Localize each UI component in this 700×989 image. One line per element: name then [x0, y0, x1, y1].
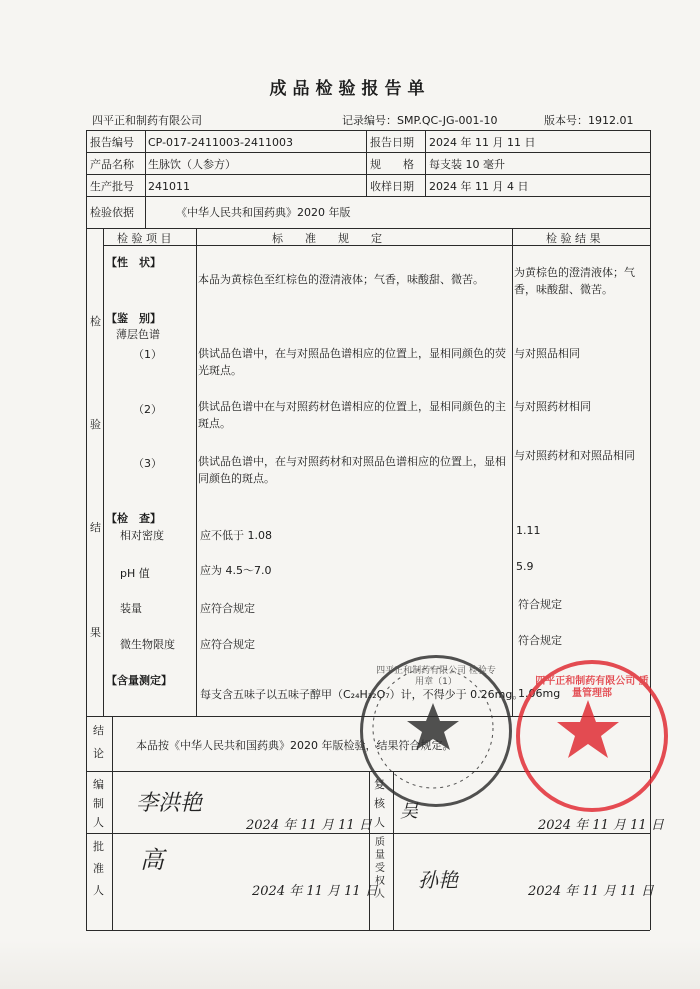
qa-label-1: 质 — [375, 837, 385, 848]
basis-value: 《中华人民共和国药典》2020 年版 — [176, 206, 351, 219]
qa-stamp-text: 四平正和制药有限公司 质量管理部 — [535, 676, 649, 699]
id3-standard: 供试品色谱中，在与对照药材和对照品色谱相应的位置上，显相同颜色的斑点。 — [198, 455, 506, 485]
id3-label: （3） — [133, 457, 162, 470]
report-date-value: 2024 年 11 月 11 日 — [429, 136, 536, 149]
review-label-3: 人 — [374, 816, 385, 829]
review-label-1: 复 — [374, 778, 385, 791]
micro-standard: 应符合规定 — [200, 638, 255, 651]
ph-label: pH 值 — [120, 567, 150, 580]
side-label-4: 果 — [90, 626, 101, 639]
approve-date: 2024 年 11 月 11 日 — [252, 884, 378, 899]
loading-label: 装量 — [120, 602, 142, 615]
col-result-heading: 检 验 结 果 — [546, 232, 601, 245]
character-result: 为黄棕色的澄清液体；气香，味酸甜、微苦。 — [514, 266, 635, 296]
report-title: 成品检验报告单 — [269, 79, 431, 99]
side-label-1: 检 — [90, 315, 101, 328]
receive-date-value: 2024 年 11 月 4 日 — [429, 180, 529, 193]
batch-value: 241011 — [148, 180, 190, 193]
product-name-label: 产品名称 — [90, 158, 134, 171]
loading-result: 符合规定 — [518, 598, 562, 611]
conclusion-label-1: 结 — [93, 724, 104, 737]
qa-stamp-seal — [516, 660, 668, 812]
check-heading: 【检 查】 — [106, 512, 161, 525]
qa-signature: 孙艳 — [418, 868, 458, 892]
record-number: 记录编号：SMP.QC-JG-001-10 — [342, 114, 498, 127]
side-label-3: 结 — [90, 521, 101, 534]
id2-result: 与对照药材相同 — [514, 400, 591, 413]
character-heading: 【性 状】 — [106, 256, 161, 269]
side-label-2: 验 — [90, 418, 101, 431]
id3-result: 与对照药材和对照品相同 — [514, 449, 635, 462]
qc-stamp-seal — [360, 655, 512, 807]
id1-label: （1） — [133, 348, 162, 361]
qa-label-2: 量 — [375, 850, 385, 861]
ph-result: 5.9 — [516, 560, 534, 573]
basis-label: 检验依据 — [90, 206, 134, 219]
micro-result: 符合规定 — [518, 634, 562, 647]
col-item-heading: 检 验 项 目 — [117, 232, 172, 245]
conclusion-text: 本品按《中华人民共和国药典》2020 年版检验，结果符合规定。 — [136, 739, 454, 752]
product-name-value: 生脉饮（人参方） — [148, 158, 236, 171]
conclusion-label-2: 论 — [93, 747, 104, 760]
qa-label-4: 权 — [375, 876, 385, 887]
batch-label: 生产批号 — [90, 180, 134, 193]
tlc-label: 薄层色谱 — [116, 328, 160, 341]
loading-standard: 应符合规定 — [200, 602, 255, 615]
prepared-date: 2024 年 11 月 11 日 — [246, 818, 372, 833]
id1-standard: 供试品色谱中，在与对照品色谱相应的位置上，显相同颜色的荧光斑点。 — [198, 347, 506, 377]
qa-date: 2024 年 11 月 11 日 — [528, 884, 654, 899]
report-date-label: 报告日期 — [370, 136, 414, 149]
approve-label-2: 准 — [93, 862, 104, 875]
review-label-2: 核 — [374, 797, 385, 810]
qa-label-5: 人 — [375, 889, 385, 900]
receive-date-label: 收样日期 — [370, 180, 414, 193]
id2-standard: 供试品色谱中在与对照药材色谱相应的位置上，显相同颜色的主斑点。 — [198, 400, 506, 430]
company-name: 四平正和制药有限公司 — [92, 114, 202, 127]
prepared-label-1: 编 — [93, 778, 104, 791]
spec-label: 规 格 — [370, 158, 414, 171]
assay-standard: 每支含五味子以五味子醇甲（C₂₄H₃₂O₇）计，不得少于 0.26mg。 — [200, 688, 524, 701]
id2-label: （2） — [133, 403, 162, 416]
spec-value: 每支装 10 毫升 — [429, 158, 505, 171]
qa-label-3: 受 — [375, 863, 385, 874]
approve-label-1: 批 — [93, 840, 104, 853]
review-date: 2024 年 11 月 11 日 — [538, 818, 664, 833]
assay-heading: 【含量测定】 — [106, 674, 172, 687]
assay-result: 1.06mg — [518, 687, 561, 700]
ph-standard: 应为 4.5～7.0 — [200, 564, 272, 577]
qc-stamp-text: 四平正和制药有限公司 检验专用章（1） — [376, 666, 496, 687]
density-standard: 应不低于 1.08 — [200, 529, 272, 542]
density-result: 1.11 — [516, 524, 541, 537]
scan-margin — [0, 940, 700, 989]
density-label: 相对密度 — [120, 529, 164, 542]
report-no-label: 报告编号 — [90, 136, 134, 149]
approve-signature: 高 — [140, 846, 164, 874]
micro-label: 微生物限度 — [120, 638, 175, 651]
prepared-signature: 李洪艳 — [136, 791, 203, 816]
report-no-value: CP-017-2411003-2411003 — [148, 136, 293, 149]
prepared-label-3: 人 — [93, 816, 104, 829]
review-signature: 吴 — [400, 801, 418, 822]
prepared-label-2: 制 — [93, 797, 104, 810]
col-standard-heading: 标 准 规 定 — [272, 232, 382, 245]
approve-label-3: 人 — [93, 884, 104, 897]
identification-heading: 【鉴 别】 — [106, 312, 161, 325]
id1-result: 与对照品相同 — [514, 347, 580, 360]
version-number: 版本号：1912.01 — [544, 114, 634, 127]
character-standard: 本品为黄棕色至红棕色的澄清液体；气香，味酸甜、微苦。 — [198, 273, 484, 286]
